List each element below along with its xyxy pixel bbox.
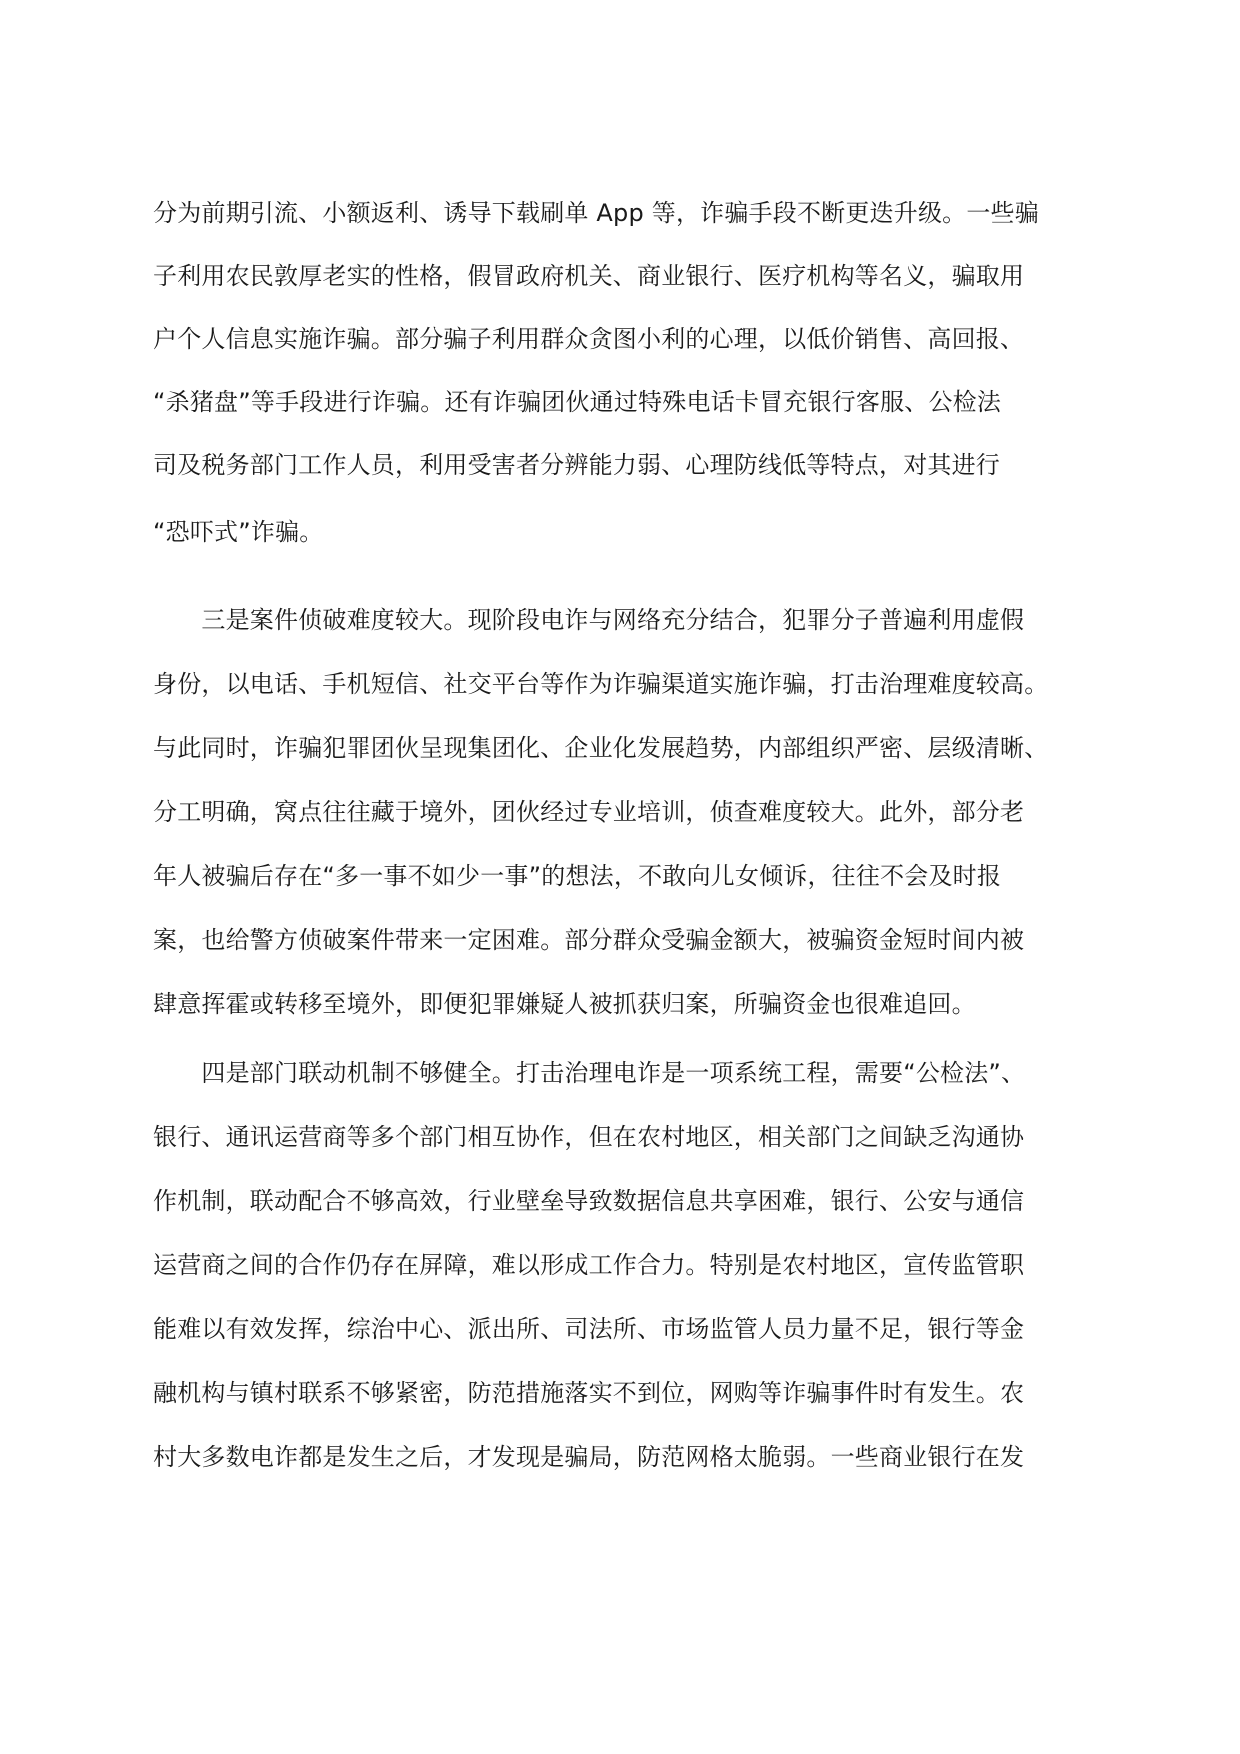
- text-line: 作机制，联动配合不够高效，行业壁垒导致数据信息共享困难，银行、公安与通信: [153, 1187, 1025, 1215]
- text-line: 户个人信息实施诈骗。部分骗子利用群众贪图小利的心理，以低价销售、高回报、: [153, 325, 1025, 353]
- text-line: 案，也给警方侦破案件带来一定困难。部分群众受骗金额大，被骗资金短时间内被: [153, 926, 1025, 954]
- text-line: 运营商之间的合作仍存在屏障，难以形成工作合力。特别是农村地区，宣传监管职: [153, 1251, 1025, 1279]
- text-line: 肆意挥霍或转移至境外，即便犯罪嫌疑人被抓获归案，所骗资金也很难追回。: [153, 990, 976, 1018]
- text-line: 身份，以电话、手机短信、社交平台等作为诈骗渠道实施诈骗，打击治理难度较高。: [153, 670, 1049, 698]
- text-line: 分为前期引流、小额返利、诱导下载刷单 App 等，诈骗手段不断更迭升级。一些骗: [153, 199, 1039, 227]
- text-line: 年人被骗后存在“多一事不如少一事”的想法，不敢向儿女倾诉，往往不会及时报: [153, 862, 1002, 890]
- text-line: 融机构与镇村联系不够紧密，防范措施落实不到位，网购等诈骗事件时有发生。农: [153, 1379, 1025, 1407]
- text-line: 分工明确，窝点往往藏于境外，团伙经过专业培训，侦查难度较大。此外，部分老: [153, 798, 1025, 826]
- paragraph-three-start: 三是案件侦破难度较大。现阶段电诈与网络充分结合，犯罪分子普遍利用虚假: [153, 606, 1025, 634]
- text-line: “杀猪盘”等手段进行诈骗。还有诈骗团伙通过特殊电话卡冒充银行客服、公检法: [153, 388, 1002, 416]
- text-line: 司及税务部门工作人员，利用受害者分辨能力弱、心理防线低等特点，对其进行: [153, 451, 1000, 479]
- text-line: “恐吓式”诈骗。: [153, 518, 324, 546]
- text-line: 子利用农民敦厚老实的性格，假冒政府机关、商业银行、医疗机构等名义，骗取用: [153, 262, 1025, 290]
- text-line: 村大多数电诈都是发生之后，才发现是骗局，防范网格太脆弱。一些商业银行在发: [153, 1443, 1025, 1471]
- paragraph-four-start: 四是部门联动机制不够健全。打击治理电诈是一项系统工程，需要“公检法”、: [153, 1059, 1026, 1087]
- text-line: 与此同时，诈骗犯罪团伙呈现集团化、企业化发展趋势，内部组织严密、层级清晰、: [153, 734, 1049, 762]
- text-line: 能难以有效发挥，综治中心、派出所、司法所、市场监管人员力量不足，银行等金: [153, 1315, 1025, 1343]
- text-line: 银行、通讯运营商等多个部门相互协作，但在农村地区，相关部门之间缺乏沟通协: [153, 1123, 1025, 1151]
